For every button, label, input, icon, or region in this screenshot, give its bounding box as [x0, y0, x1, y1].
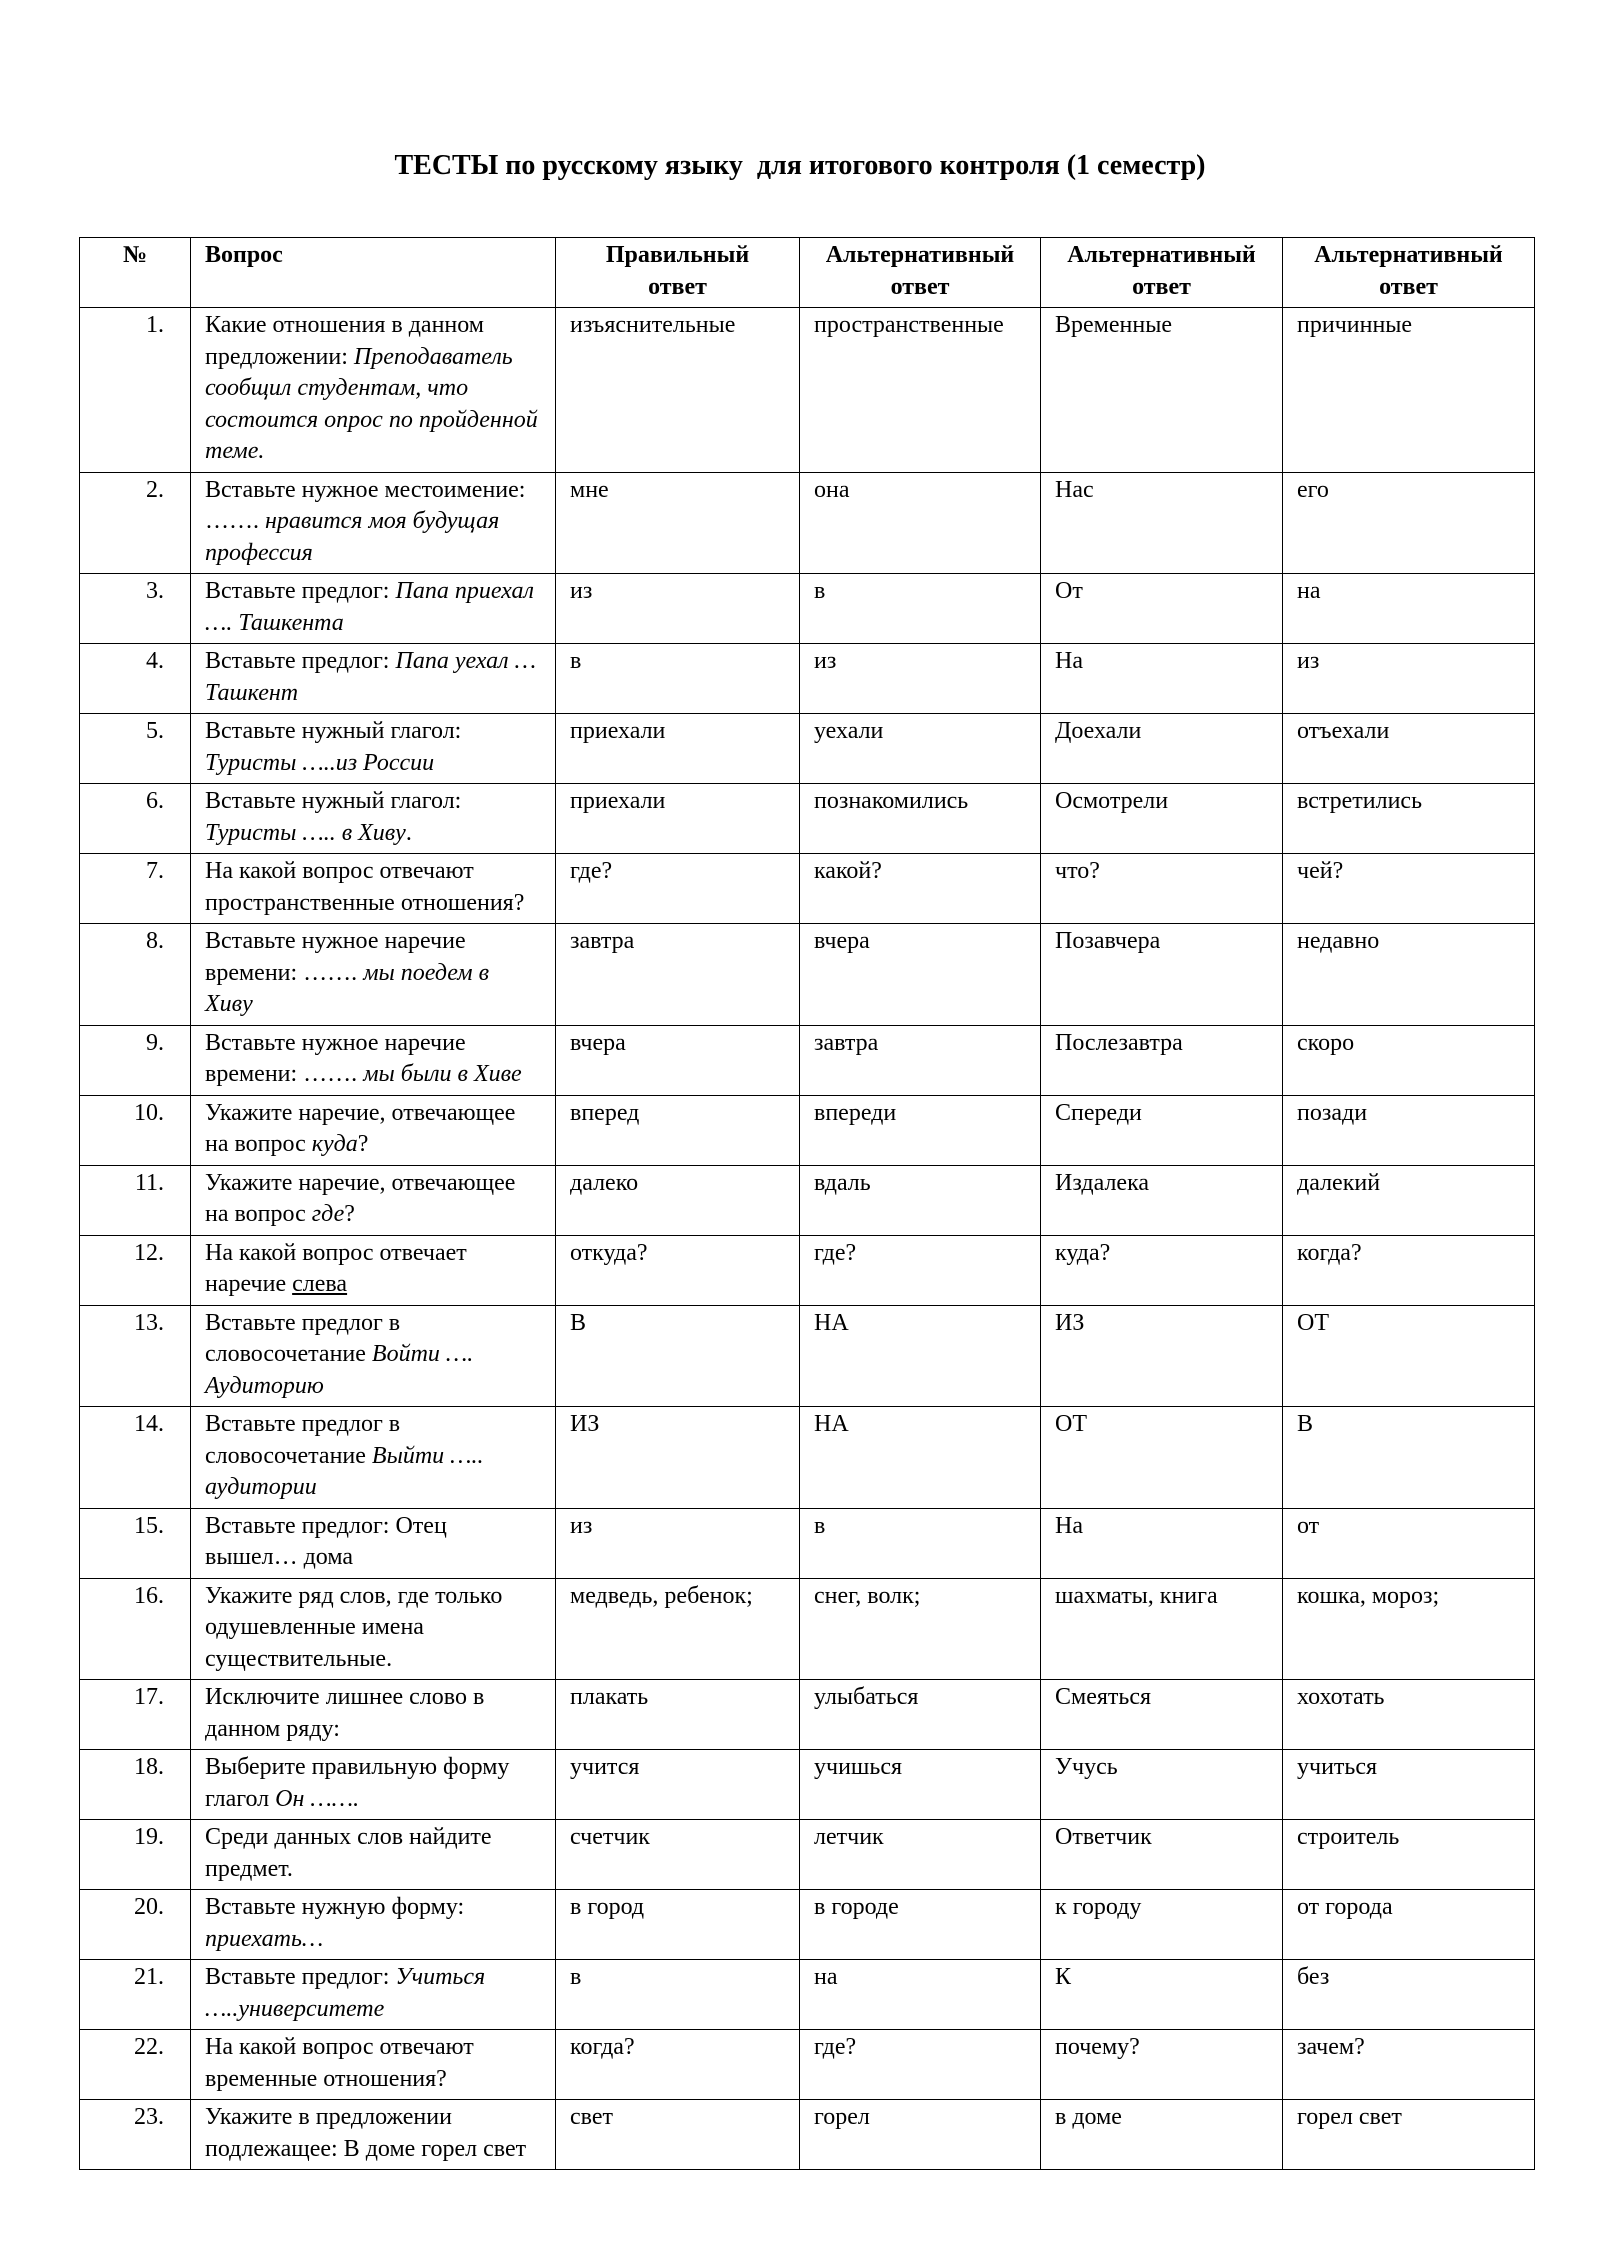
- question-text: Вставьте предлог: Отец вышел… дома: [205, 1512, 447, 1570]
- question-text: Укажите наречие, отвечающее на вопрос: [205, 1099, 516, 1157]
- table-row: [80, 574, 1535, 644]
- question-example: Туристы ….. в Хиву: [205, 819, 406, 846]
- alt-answer-1: улыбаться: [800, 1680, 1041, 1750]
- alt-answer-1: впереди: [800, 1095, 1041, 1165]
- row-number: 8.: [80, 924, 191, 1026]
- alt-answer-2: Издалека: [1041, 1165, 1283, 1235]
- question-cell: [191, 308, 556, 473]
- row-number: 3.: [80, 574, 191, 644]
- question-example: Учиться …..университете: [205, 1964, 486, 2022]
- question-cell: [191, 1960, 556, 2030]
- table-row: [80, 472, 1535, 574]
- question-example: мы были в Хиве: [363, 1061, 522, 1087]
- alt-answer-1: какой?: [800, 854, 1041, 924]
- row-number: 14.: [80, 1407, 191, 1509]
- correct-answer: В: [556, 1305, 800, 1407]
- alt-answer-3: без: [1283, 1960, 1535, 2030]
- row-number: 6.: [80, 784, 191, 854]
- alt-answer-3: скоро: [1283, 1025, 1535, 1095]
- question-example: Выйти ….. аудитории: [205, 1442, 484, 1500]
- alt-answer-2: От: [1041, 574, 1283, 644]
- table-row: [80, 924, 1535, 1026]
- question-text: Выберите правильную форму глагол: [205, 1754, 510, 1812]
- row-number: 10.: [80, 1095, 191, 1165]
- alt-answer-2: Спереди: [1041, 1095, 1283, 1165]
- question-cell: [191, 1508, 556, 1578]
- alt-answer-1: познакомились: [800, 784, 1041, 854]
- alt-answer-1: из: [800, 644, 1041, 714]
- question-suffix: ?: [357, 1131, 369, 1157]
- table-row: [80, 644, 1535, 714]
- header-alt-answer-1: Альтернативный ответ: [800, 238, 1041, 308]
- question-cell: [191, 2030, 556, 2100]
- alt-answer-2: куда?: [1041, 1235, 1283, 1305]
- alt-answer-3: В: [1283, 1407, 1535, 1509]
- alt-answer-1: учишься: [800, 1750, 1041, 1820]
- question-text: На какой вопрос отвечают пространственные отношения?: [205, 858, 525, 916]
- header-question: Вопрос: [191, 238, 556, 308]
- row-number: 2.: [80, 472, 191, 574]
- question-cell: [191, 714, 556, 784]
- row-number: 13.: [80, 1305, 191, 1407]
- question-cell: [191, 1305, 556, 1407]
- table-row: [80, 854, 1535, 924]
- alt-answer-2: Смеяться: [1041, 1680, 1283, 1750]
- question-example: куда: [311, 1131, 358, 1157]
- correct-answer: приехали: [556, 714, 800, 784]
- row-number: 11.: [80, 1165, 191, 1235]
- question-text: Вставьте нужный глагол:: [205, 788, 462, 814]
- question-text: На какой вопрос отвечают временные отношения?: [205, 2034, 474, 2092]
- alt-answer-3: когда?: [1283, 1235, 1535, 1305]
- row-number: 19.: [80, 1820, 191, 1890]
- alt-answer-1: горел: [800, 2100, 1041, 2170]
- alt-answer-2: Осмотрели: [1041, 784, 1283, 854]
- alt-answer-2: почему?: [1041, 2030, 1283, 2100]
- question-cell: [191, 924, 556, 1026]
- alt-answer-3: далекий: [1283, 1165, 1535, 1235]
- question-example: Он …….: [275, 1785, 360, 1812]
- question-cell: [191, 1578, 556, 1680]
- alt-answer-2: Послезавтра: [1041, 1025, 1283, 1095]
- alt-answer-3: кошка, мороз;: [1283, 1578, 1535, 1680]
- question-text: Вставьте нужное наречие времени: …….: [205, 928, 466, 986]
- table-row: [80, 1165, 1535, 1235]
- row-number: 4.: [80, 644, 191, 714]
- alt-answer-1: летчик: [800, 1820, 1041, 1890]
- question-text: Вставьте предлог:: [205, 1964, 396, 1990]
- question-example: Туристы …..из России: [205, 749, 435, 776]
- alt-answer-3: недавно: [1283, 924, 1535, 1026]
- correct-answer: когда?: [556, 2030, 800, 2100]
- correct-answer: завтра: [556, 924, 800, 1026]
- alt-answer-1: завтра: [800, 1025, 1041, 1095]
- table-row: [80, 2100, 1535, 2170]
- header-correct-answer: Правильный ответ: [556, 238, 800, 308]
- correct-answer: ИЗ: [556, 1407, 800, 1509]
- alt-answer-1: в городе: [800, 1890, 1041, 1960]
- question-text: Среди данных слов найдите предмет.: [205, 1824, 492, 1882]
- alt-answer-2: На: [1041, 1508, 1283, 1578]
- alt-answer-1: в: [800, 574, 1041, 644]
- alt-answer-3: из: [1283, 644, 1535, 714]
- question-cell: [191, 644, 556, 714]
- question-text: Вставьте предлог в словосочетание: [205, 1411, 401, 1469]
- row-number: 1.: [80, 308, 191, 473]
- alt-answer-2: ИЗ: [1041, 1305, 1283, 1407]
- correct-answer: изъяснительные: [556, 308, 800, 473]
- alt-answer-3: позади: [1283, 1095, 1535, 1165]
- row-number: 9.: [80, 1025, 191, 1095]
- correct-answer: в: [556, 1960, 800, 2030]
- alt-answer-2: Позавчера: [1041, 924, 1283, 1026]
- correct-answer: свет: [556, 2100, 800, 2170]
- correct-answer: вперед: [556, 1095, 800, 1165]
- question-example: где: [311, 1201, 345, 1227]
- question-text: Укажите наречие, отвечающее на вопрос: [205, 1169, 516, 1227]
- question-cell: [191, 1165, 556, 1235]
- row-number: 7.: [80, 854, 191, 924]
- alt-answer-2: Временные: [1041, 308, 1283, 473]
- question-cell: [191, 1820, 556, 1890]
- alt-answer-1: в: [800, 1508, 1041, 1578]
- alt-answer-1: НА: [800, 1407, 1041, 1509]
- question-text: Вставьте предлог:: [205, 648, 396, 674]
- alt-answer-2: На: [1041, 644, 1283, 714]
- alt-answer-3: отъехали: [1283, 714, 1535, 784]
- correct-answer: в город: [556, 1890, 800, 1960]
- question-cell: [191, 784, 556, 854]
- alt-answer-2: Ответчик: [1041, 1820, 1283, 1890]
- question-cell: [191, 1890, 556, 1960]
- question-cell: [191, 472, 556, 574]
- question-example: приехать…: [205, 1925, 324, 1952]
- alt-answer-3: от: [1283, 1508, 1535, 1578]
- alt-answer-1: где?: [800, 1235, 1041, 1305]
- alt-answer-2: Доехали: [1041, 714, 1283, 784]
- correct-answer: где?: [556, 854, 800, 924]
- alt-answer-1: снег, волк;: [800, 1578, 1041, 1680]
- correct-answer: вчера: [556, 1025, 800, 1095]
- table-header-row: [80, 238, 1535, 308]
- alt-answer-2: в доме: [1041, 2100, 1283, 2170]
- alt-answer-3: на: [1283, 574, 1535, 644]
- alt-answer-3: горел свет: [1283, 2100, 1535, 2170]
- alt-answer-2: К: [1041, 1960, 1283, 2030]
- question-example: Преподаватель сообщил студентам, что состоится опрос по пройденной теме.: [205, 343, 538, 464]
- correct-answer: далеко: [556, 1165, 800, 1235]
- correct-answer: из: [556, 1508, 800, 1578]
- alt-answer-3: хохотать: [1283, 1680, 1535, 1750]
- question-example: Войти …. Аудиторию: [205, 1341, 474, 1399]
- alt-answer-2: Нас: [1041, 472, 1283, 574]
- correct-answer: медведь, ребенок;: [556, 1578, 800, 1680]
- question-cell: [191, 1025, 556, 1095]
- table-row: [80, 714, 1535, 784]
- table-row: [80, 1235, 1535, 1305]
- test-table: [79, 237, 1535, 2170]
- question-text: Укажите в предложении подлежащее: В доме горел свет: [205, 2104, 527, 2162]
- alt-answer-3: строитель: [1283, 1820, 1535, 1890]
- alt-answer-3: ОТ: [1283, 1305, 1535, 1407]
- alt-answer-1: вчера: [800, 924, 1041, 1026]
- question-text: Укажите ряд слов, где только одушевленные имена существительные.: [205, 1582, 503, 1672]
- correct-answer: мне: [556, 472, 800, 574]
- page-title: ТЕСТЫ по русскому языку для итогового контроля (1 семестр): [394, 150, 1206, 181]
- header-number: №: [80, 238, 191, 308]
- question-example: Папа приехал …. Ташкента: [205, 578, 534, 636]
- question-suffix: .: [405, 819, 412, 846]
- question-cell: [191, 1235, 556, 1305]
- alt-answer-3: его: [1283, 472, 1535, 574]
- correct-answer: откуда?: [556, 1235, 800, 1305]
- question-text: На какой вопрос отвечает наречие: [205, 1239, 467, 1297]
- table-row: [80, 1025, 1535, 1095]
- question-underlined-word: слева: [292, 1271, 348, 1297]
- alt-answer-3: чей?: [1283, 854, 1535, 924]
- question-cell: [191, 854, 556, 924]
- alt-answer-1: уехали: [800, 714, 1041, 784]
- question-cell: [191, 574, 556, 644]
- alt-answer-3: встретились: [1283, 784, 1535, 854]
- alt-answer-1: где?: [800, 2030, 1041, 2100]
- row-number: 18.: [80, 1750, 191, 1820]
- row-number: 21.: [80, 1960, 191, 2030]
- correct-answer: учится: [556, 1750, 800, 1820]
- header-alt-answer-3: Альтернативный ответ: [1283, 238, 1535, 308]
- table-row: [80, 1305, 1535, 1407]
- alt-answer-2: к городу: [1041, 1890, 1283, 1960]
- row-number: 17.: [80, 1680, 191, 1750]
- question-text: Вставьте нужную форму:: [205, 1894, 465, 1920]
- table-row: [80, 1820, 1535, 1890]
- question-cell: [191, 1095, 556, 1165]
- alt-answer-2: шахматы, книга: [1041, 1578, 1283, 1680]
- table-row: [80, 1095, 1535, 1165]
- alt-answer-1: на: [800, 1960, 1041, 2030]
- alt-answer-1: она: [800, 472, 1041, 574]
- question-example: мы поедем в Хиву: [205, 959, 490, 1017]
- question-text: Вставьте предлог в словосочетание: [205, 1309, 401, 1367]
- question-cell: [191, 1750, 556, 1820]
- question-text: Вставьте нужное местоимение: …….: [205, 476, 526, 534]
- table-row: [80, 784, 1535, 854]
- row-number: 12.: [80, 1235, 191, 1305]
- row-number: 15.: [80, 1508, 191, 1578]
- alt-answer-2: ОТ: [1041, 1407, 1283, 1509]
- correct-answer: в: [556, 644, 800, 714]
- correct-answer: счетчик: [556, 1820, 800, 1890]
- header-alt-answer-2: Альтернативный ответ: [1041, 238, 1283, 308]
- table-row: [80, 1890, 1535, 1960]
- table-row: [80, 1960, 1535, 2030]
- row-number: 23.: [80, 2100, 191, 2170]
- question-cell: [191, 1680, 556, 1750]
- table-row: [80, 1750, 1535, 1820]
- question-suffix: ?: [344, 1201, 355, 1227]
- table-row: [80, 1680, 1535, 1750]
- question-text: Вставьте нужное наречие времени: …….: [205, 1029, 466, 1087]
- table-row: [80, 2030, 1535, 2100]
- question-text: Исключите лишнее слово в данном ряду:: [205, 1684, 485, 1742]
- alt-answer-2: что?: [1041, 854, 1283, 924]
- question-text: Какие отношения в данном предложении:: [205, 312, 484, 370]
- alt-answer-1: вдаль: [800, 1165, 1041, 1235]
- row-number: 5.: [80, 714, 191, 784]
- row-number: 20.: [80, 1890, 191, 1960]
- row-number: 22.: [80, 2030, 191, 2100]
- alt-answer-3: зачем?: [1283, 2030, 1535, 2100]
- alt-answer-1: НА: [800, 1305, 1041, 1407]
- question-text: Вставьте предлог:: [205, 578, 396, 604]
- alt-answer-2: Учусь: [1041, 1750, 1283, 1820]
- table-row: [80, 1508, 1535, 1578]
- correct-answer: плакать: [556, 1680, 800, 1750]
- correct-answer: из: [556, 574, 800, 644]
- question-example: Папа уехал …Ташкент: [205, 648, 536, 706]
- alt-answer-3: от города: [1283, 1890, 1535, 1960]
- question-cell: [191, 2100, 556, 2170]
- alt-answer-1: пространственные: [800, 308, 1041, 473]
- row-number: 16.: [80, 1578, 191, 1680]
- table-row: [80, 1578, 1535, 1680]
- alt-answer-3: причинные: [1283, 308, 1535, 473]
- question-text: Вставьте нужный глагол:: [205, 718, 462, 744]
- question-example: нравится моя будущая профессия: [205, 508, 500, 566]
- question-cell: [191, 1407, 556, 1509]
- alt-answer-3: учиться: [1283, 1750, 1535, 1820]
- correct-answer: приехали: [556, 784, 800, 854]
- table-row: [80, 308, 1535, 473]
- table-row: [80, 1407, 1535, 1509]
